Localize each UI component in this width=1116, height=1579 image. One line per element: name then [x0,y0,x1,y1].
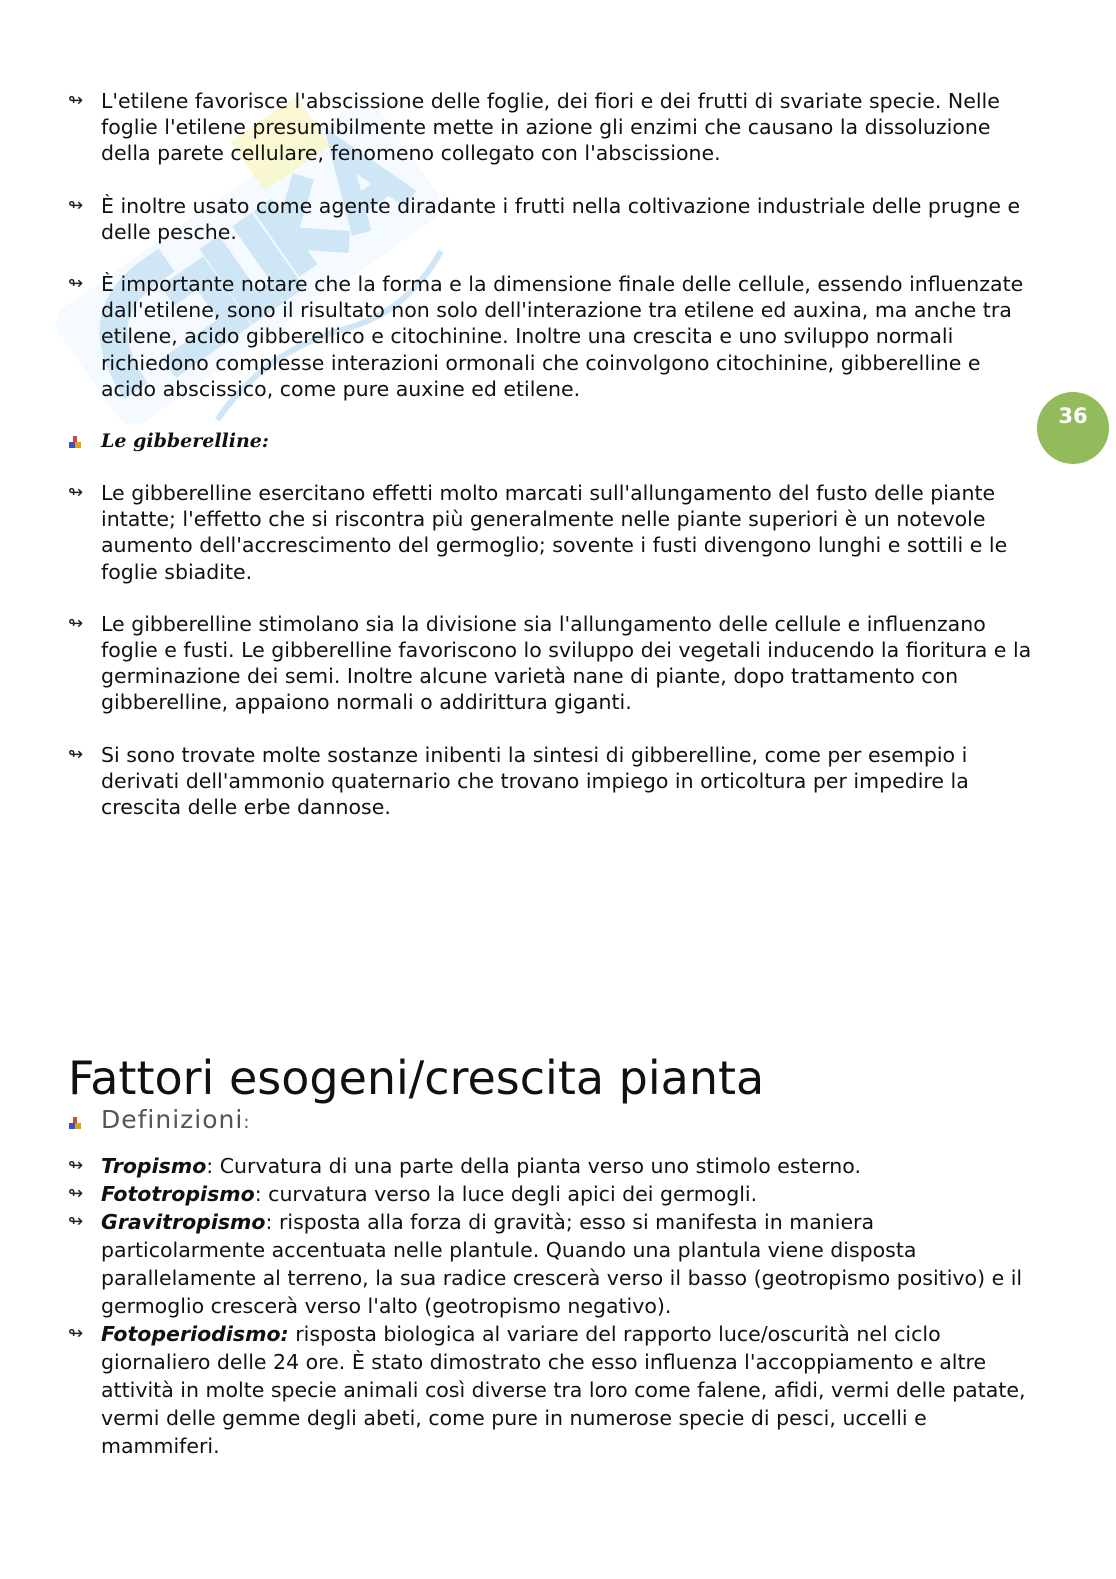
definitions-heading: Definizioni: [68,1104,250,1139]
square-bullet-icon [69,1117,81,1129]
list-item: ↬ È importante notare che la forma e la dimensione finale delle cellule, essendo influenzate dall'etilene, sono il risultato non solo dell'interazione tra etilene ed auxina, ma anche tra etilene, acido gibberellico e citochinine. Inoltre una crescita e uno sviluppo normali richiedono complesse interazioni ormonali che coinvolgono citochinine, gibberelline e acido abscissico, come pure auxine ed etilene. [68,272,1024,401]
definition-item: ↬ Gravitropismo: risposta alla forza di gravità; esso si manifesta in maniera particolarmente accentuata nelle plantule. Quando una plantula viene disposta parallelamente al terreno, la sua radice crescerà verso il basso (geotropismo positivo) e il germoglio crescerà verso l'alto (geotropismo negativo). [68,1210,1023,1318]
definition-term: Gravitropismo [101,1210,266,1234]
arrow-bullet-icon: ↬ [68,1323,84,1344]
definition-item: ↬ Tropismo: Curvatura di una parte della pianta verso uno stimolo esterno. [68,1154,861,1178]
definition-term: Tropismo [101,1154,207,1178]
arrow-bullet-icon: ↬ [68,482,84,504]
list-item: ↬ L'etilene favorisce l'abscissione delle foglie, dei fiori e dei frutti di svariate specie. Nelle foglie l'etilene presumibilmente mette in azione gli enzimi che causano la dissoluzione della parete cellulare, fenomeno collegato con l'abscissione. [68,89,1000,166]
list-item: ↬ Le gibberelline esercitano effetti molto marcati sull'allungamento del fusto delle piante intatte; l'effetto che si riscontra più generalmente nelle piante superiori è un notevole aumento dell'accrescimento del germoglio; sovente i fusti divengono lunghi e sottili e le foglie sbiadite. [68,481,1008,584]
arrow-bullet-icon: ↬ [68,90,84,111]
arrow-bullet-icon: ↬ [68,1183,84,1204]
definition-item: ↬ Fotoperiodismo: risposta biologica al variare del rapporto luce/oscurità nel ciclo giornaliero delle 24 ore. È stato dimostrato che esso influenza l'accoppiamento e altre attività in molte specie animali così diverse tra loro come falene, afidi, vermi delle patate, vermi delle gemme degli abeti, come pure in numerose specie di pesci, uccelli e mammiferi. [68,1322,1026,1458]
arrow-bullet-icon: ↬ [68,743,84,765]
definitions-list [68,1152,1038,1460]
list-item: ↬ Le gibberelline stimolano sia la divisione sia l'allungamento delle cellule e influenzano foglie e fusti. Le gibberelline favoriscono lo sviluppo dei vegetali inducendo la fioritura e la germinazione dei semi. Inoltre alcune varietà nane di piante, dopo trattamento con gibberelline, appaiono normali o addirittura giganti. [68,611,1032,715]
main-content [68,88,1038,820]
arrow-bullet-icon: ↬ [68,273,84,295]
definition-term: Fotoperiodismo: [101,1322,289,1346]
definition-item: ↬ Fototropismo: curvatura verso la luce degli apici dei germogli. [68,1182,758,1206]
arrow-bullet-icon: ↬ [68,194,84,216]
arrow-bullet-icon: ↬ [68,1155,84,1176]
subheading: Le gibberelline: [68,428,1038,454]
page-number-badge: 36 [1037,392,1109,464]
section-title: Fattori esogeni/crescita pianta [68,1051,765,1105]
arrow-bullet-icon: ↬ [68,1211,84,1232]
arrow-bullet-icon: ↬ [68,612,84,634]
definition-term: Fototropismo [101,1182,255,1206]
square-bullet-icon [69,436,81,448]
list-item: ↬ Si sono trovate molte sostanze inibenti la sintesi di gibberelline, come per esempio i derivati dell'ammonio quaternario che trovano impiego in orticoltura per impedire la crescita delle erbe dannose. [68,742,969,820]
list-item: ↬ È inoltre usato come agente diradante i frutti nella coltivazione industriale delle prugne e delle pesche. [68,193,1021,244]
